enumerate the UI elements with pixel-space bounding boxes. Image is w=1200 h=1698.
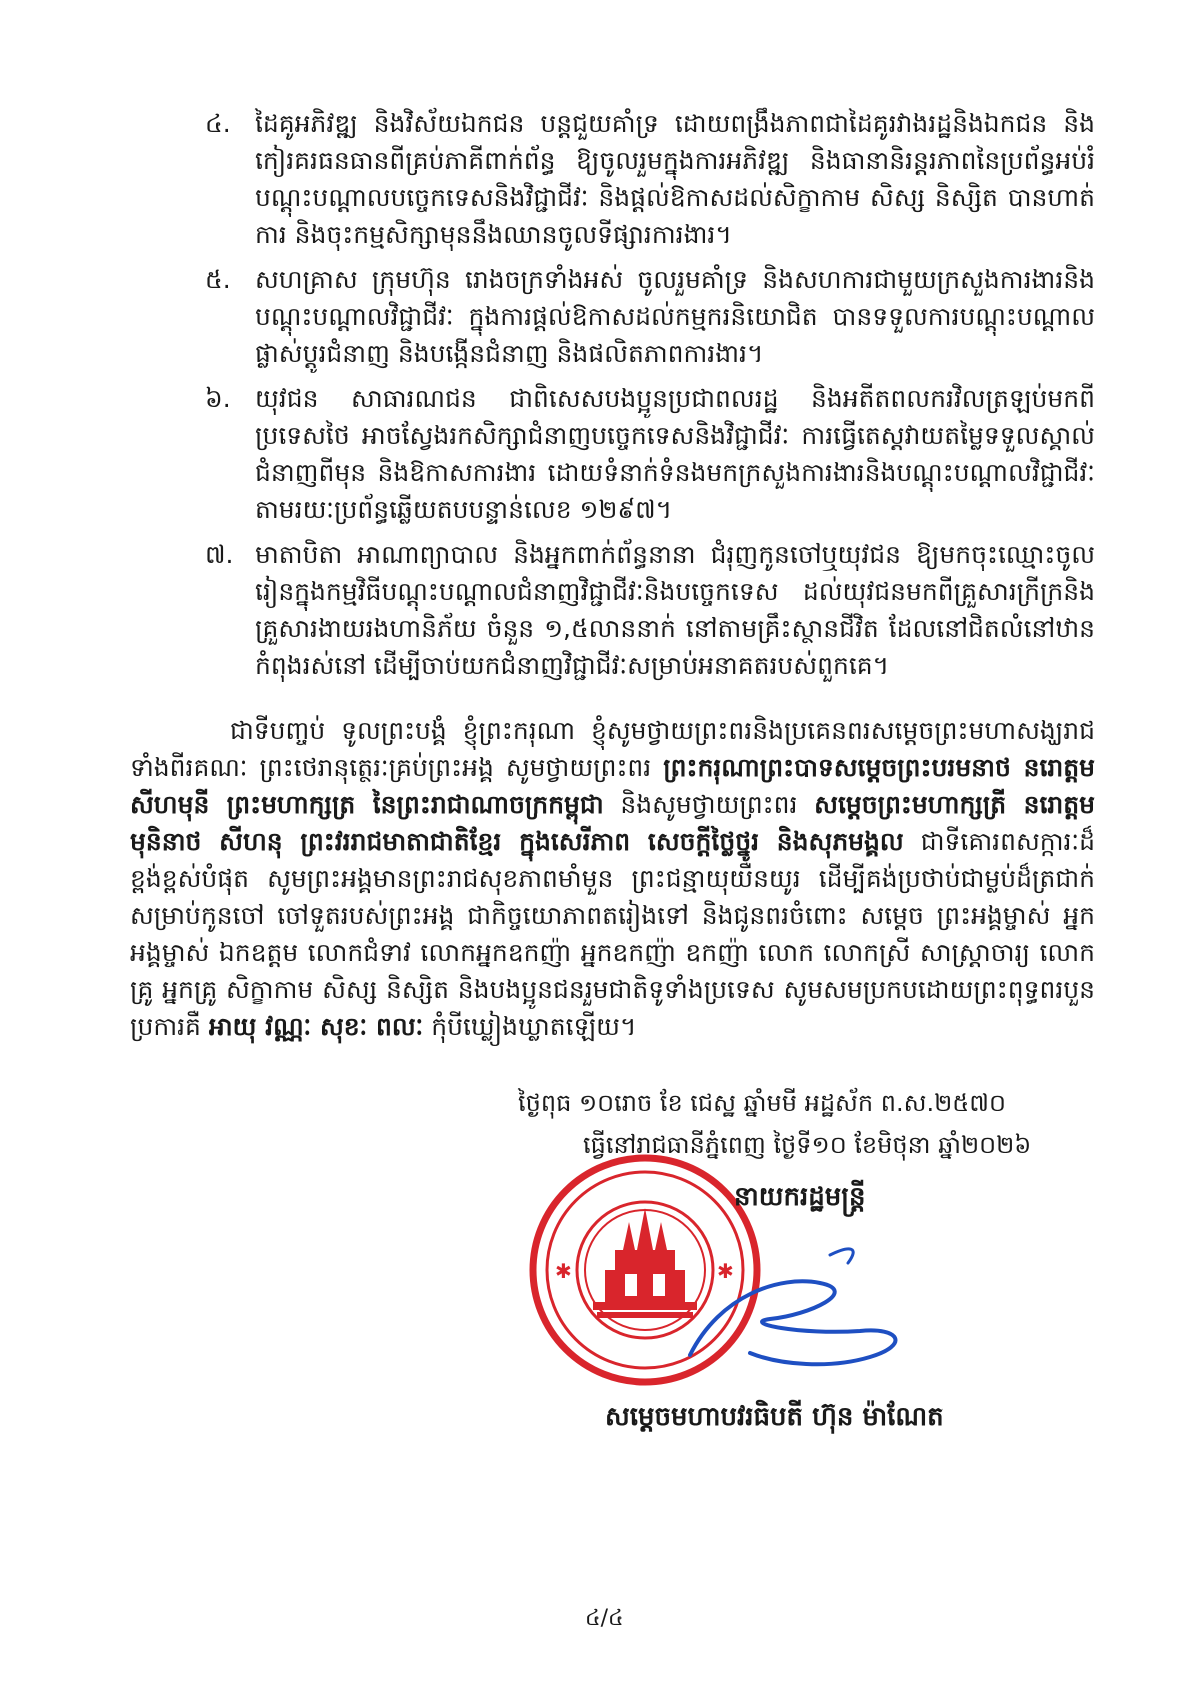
closing-paragraph bbox=[130, 712, 1095, 1045]
list-item bbox=[205, 536, 1095, 684]
list-item-number: ៤. bbox=[205, 109, 231, 138]
closing-text: កុំបីឃ្លៀងឃ្លាតឡើយ។ bbox=[423, 1012, 637, 1041]
signatory-title: នាយករដ្ឋមន្ត្រី bbox=[734, 1182, 866, 1212]
list-item-text: សហគ្រាស ក្រុមហ៊ុន រោងចក្រទាំងអស់ ចូលរួមគាំទ្រ និងសហការជាមួយក្រសួងការងារនិងបណ្តុះបណ្តាលវិជ្ជាជីវៈ ក្នុងការផ្តល់ឱកាសដល់កម្មករនិយោជិត បានទទួលការបណ្តុះបណ្តាលផ្លាស់ប្តូរជំនាញ និងបង្កើនជំនាញ និងផលិតភាពការងារ។ bbox=[255, 265, 1095, 368]
svg-text:✱: ✱ bbox=[555, 1259, 572, 1283]
svg-text:✱: ✱ bbox=[717, 1259, 734, 1283]
closing-text: ជាទីគោរពសក្ការៈដ៏ខ្ពង់ខ្ពស់បំផុត សូមព្រះអង្គមានព្រះរាជសុខភាពមាំមួន ព្រះជន្មាយុយឺនយូរ ដើម្បីគង់ប្រថាប់ជាម្លប់ដ៏ត្រជាក់សម្រាប់កូនចៅ ចៅទួតរបស់ព្រះអង្គ ជាកិច្ចយោភាពតរៀងទៅ និងជូនពរចំពោះ សម្តេច ព្រះអង្គម្ចាស់ អ្នកអង្គម្ចាស់ ឯកឧត្តម លោកជំទាវ លោកអ្នកឧកញ៉ា អ្នកឧកញ៉ា ឧកញ៉ា លោក លោកស្រី សាស្ត្រាចារ្យ លោកគ្រូ អ្នកគ្រូ សិក្ខាកាម សិស្ស និស្សិត និងបងប្អូនជនរួមជាតិទូទាំងប្រទេស សូមសមប្រកបដោយព្រះពុទ្ធពរបួនប្រការគឺ bbox=[130, 827, 1095, 1041]
signatory-name: សម្តេចមហាបវរធិបតី ហ៊ុន ម៉ាណែត bbox=[605, 1402, 944, 1432]
list-item bbox=[205, 261, 1095, 372]
solar-date: ធ្វើនៅរាជធានីភ្នំពេញ ថ្ងៃទី១០ ខែមិថុនា ឆ្នាំ២០២៦ bbox=[583, 1131, 1032, 1159]
list-item-text: ដៃគូអភិវឌ្ឍ និងវិស័យឯកជន បន្តជួយគាំទ្រ ដោយពង្រឹងភាពជាដៃគូរវាងរដ្ឋនិងឯកជន និងកៀរគរធនធានពីគ្រប់ភាគីពាក់ព័ន្ធ ឱ្យចូលរួមក្នុងការអភិវឌ្ឍ និងធានានិរន្តរភាពនៃប្រព័ន្ធអប់រំ បណ្តុះបណ្តាលបច្ចេកទេសនិងវិជ្ជាជីវៈ និងផ្តល់ឱកាសដល់សិក្ខាកាម សិស្ស និស្សិត បានហាត់ការ និងចុះកម្មសិក្សាមុននឹងឈានចូលទីផ្សារការងារ។ bbox=[255, 109, 1095, 249]
closing-text: ជាទីបញ្ចប់ ទូលព្រះបង្គំ ខ្ញុំព្រះករុណា ខ្ញុំសូមថ្វាយព្រះពរនិងប្រគេនពរសម្តេចព្រះមហាសង្ឃរាជទាំងពីរគណៈ ព្រះថេរានុត្ថេរៈគ្រប់ព្រះអង្គ សូមថ្វាយព្រះពរ bbox=[130, 716, 1095, 782]
king-title: ព្រះករុណាព្រះបាទសម្តេចព្រះបរមនាថ នរោត្តម សីហមុនី ព្រះមហាក្សត្រ នៃព្រះរាជាណាចក្រកម្ពុជា bbox=[130, 753, 1095, 819]
list-item-text: យុវជន សាធារណជន ជាពិសេសបងប្អូនប្រជាពលរដ្ឋ និងអតីតពលករវិលត្រឡប់មកពីប្រទេសថៃ អាចស្វែងរកសិក្សាជំនាញបច្ចេកទេសនិងវិជ្ជាជីវៈ ការធ្វើតេស្តវាយតម្លៃទទួលស្គាល់ជំនាញពីមុន និងឱកាសការងារ ដោយទំនាក់ទំនងមកក្រសួងការងារនិងបណ្តុះបណ្តាលវិជ្ជាជីវៈ តាមរយៈប្រព័ន្ធឆ្លើយតបបន្ទាន់លេខ ១២៩៧។ bbox=[255, 384, 1095, 524]
list-item bbox=[205, 380, 1095, 528]
signature-icon bbox=[660, 1235, 920, 1375]
blessing-words: អាយុ វណ្ណៈ សុខៈ ពលៈ bbox=[208, 1012, 424, 1041]
queen-title: សម្តេចព្រះមហាក្សត្រី នរោត្តម មុនិនាថ សីហនុ ព្រះវររាជមាតាជាតិខ្មែរ ក្នុងសេរីភាព សេចក្តីថ្លៃថ្នូរ និងសុភមង្គល bbox=[130, 790, 1095, 856]
closing-text: និងសូមថ្វាយព្រះពរ bbox=[603, 790, 815, 819]
list-item-text: មាតាបិតា អាណាព្យាបាល និងអ្នកពាក់ព័ន្ធនានា ជំរុញកូនចៅឬយុវជន ឱ្យមកចុះឈ្មោះចូលរៀនក្នុងកម្មវិធីបណ្តុះបណ្តាលជំនាញវិជ្ជាជីវៈនិងបច្ចេកទេស ដល់យុវជនមកពីគ្រួសារក្រីក្រនិងគ្រួសារងាយរងហានិភ័យ ចំនួន ១,៥លាននាក់ នៅតាមគ្រឹះស្ថានជីវិត ដែលនៅជិតលំនៅឋានកំពុងរស់នៅ ដើម្បីចាប់យកជំនាញវិជ្ជាជីវៈសម្រាប់អនាគតរបស់ពួកគេ។ bbox=[255, 540, 1095, 680]
page-number: ៤/៤ bbox=[585, 1606, 624, 1631]
list-item bbox=[205, 105, 1095, 253]
list-item-number: ៥. bbox=[205, 265, 231, 294]
lunar-date: ថ្ងៃពុធ ១០រោច ខែ ជេស្ឋ ឆ្នាំមមី អដ្ឋស័ក ព.ស.២៥៧០ bbox=[518, 1089, 1006, 1117]
list-item-number: ៦. bbox=[205, 384, 231, 413]
list-item-number: ៧. bbox=[205, 540, 234, 569]
numbered-list bbox=[205, 105, 1095, 692]
